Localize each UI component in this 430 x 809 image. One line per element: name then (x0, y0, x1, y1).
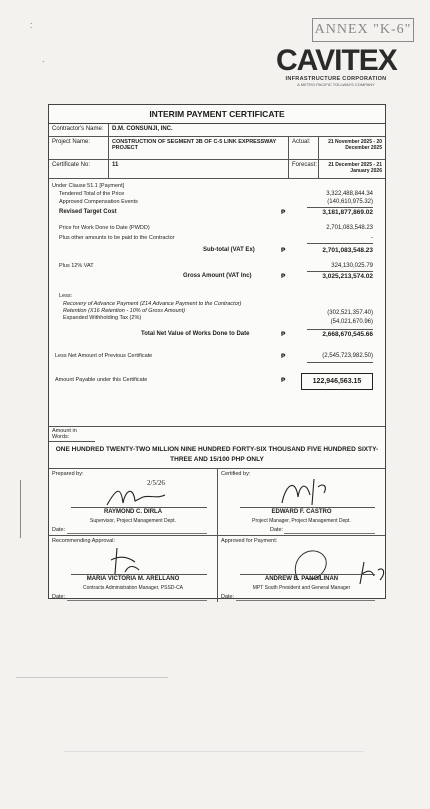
handwritten-date: 2/5/26 (147, 479, 165, 487)
ewt-amount: (54,021,670.96) (330, 319, 373, 325)
date-line (67, 533, 207, 534)
peso-sign: ₱ (281, 247, 286, 254)
signature-row-2 (49, 536, 385, 602)
subtotal-label: Sub-total (VAT Ex) (203, 247, 255, 253)
recommending-label: Recommending Approval: (52, 538, 115, 544)
annex-stamp: ANNEX "K-6" (312, 18, 414, 42)
signature-line (240, 507, 375, 508)
signature-line (71, 507, 207, 508)
prepared-name: RAYMOND C. DIRLA (103, 509, 163, 515)
actual-period: 21 November 2025 - 20 December 2025 (328, 139, 382, 151)
date-label: Date: (52, 594, 66, 600)
form-title: INTERIM PAYMENT CERTIFICATE (49, 105, 385, 124)
pwdd-label: Price for Work Done to Date (PWDD) (59, 225, 150, 231)
contractor-row (49, 124, 385, 137)
forecast-label: Forecast: (289, 160, 319, 178)
approved-name: ANDREW B. PANGILINAN (264, 576, 339, 582)
forecast-period: 21 December 2025 - 21 January 2026 (328, 162, 382, 174)
date-label: Date: (270, 527, 284, 533)
approved-ce-label: Approved Compensation Events (59, 199, 138, 205)
approved-position: MPT South President and General Manager (252, 585, 351, 591)
recommending-block (49, 536, 217, 602)
date-line (67, 600, 207, 601)
underline (307, 362, 373, 363)
certified-position: Project Manager, Project Management Dept. (252, 518, 351, 524)
logo-subtitle: INFRASTRUCTURE CORPORATION (285, 76, 387, 82)
subtotal-amount: 2,701,083,548.23 (322, 247, 373, 254)
amount-in-words: ONE HUNDRED TWENTY-TWO MILLION NINE HUNDRED FORTY-SIX THOUSAND FIVE HUNDRED SIXTY-THREE AND 15/100 PHP ONLY (49, 442, 385, 469)
signature-line (240, 574, 375, 575)
certificate-label: Certificate No: (49, 160, 109, 178)
prepared-position: Supervisor, Project Management Dept. (90, 518, 176, 524)
signature-row-1 (49, 469, 385, 536)
computation-block (49, 179, 385, 427)
underline (307, 243, 373, 244)
prepared-by-block (49, 469, 217, 535)
peso-sign: ₱ (281, 209, 286, 216)
certificate-no: 11 (109, 160, 289, 178)
footer-rule (16, 677, 168, 678)
contractor-label: Contractor's Name: (49, 124, 109, 136)
peso-sign: ₱ (281, 331, 286, 338)
signature-line (71, 574, 207, 575)
vat-amount: 324,130,025.79 (331, 263, 373, 269)
project-row (49, 137, 385, 160)
other-amount: - (371, 235, 373, 241)
recovery-label: Recovery of Advance Payment (Z14 Advance Payment to the Contractor) (63, 301, 242, 307)
date-label: Date: (52, 527, 66, 533)
previous-label: Less Net Amount of Previous Certificate (55, 353, 153, 359)
vat-label: Plus 12% VAT (59, 263, 94, 269)
tendered-amount: 3,322,488,844.34 (326, 191, 373, 197)
certified-by-block (217, 469, 385, 535)
signature-scribble (276, 475, 336, 509)
date-line (236, 600, 375, 601)
words-label: Amount in Words: (49, 427, 95, 442)
recommending-position: Contracts Administration Manager, PSSD-CA (82, 585, 184, 591)
payable-amount: 122,946,563.15 (301, 373, 373, 390)
scan-artifact (20, 480, 21, 538)
previous-amount: (2,545,723,982.50) (322, 353, 373, 359)
scan-mark: . (42, 54, 45, 64)
ewt-label: Expanded Withholding Tax (2%) (63, 315, 142, 321)
cavitex-logo (276, 46, 396, 87)
signature-scribble (278, 540, 388, 600)
logo-tagline: A METRO PACIFIC TOLLWAYS COMPANY (297, 82, 375, 87)
net-amount: 2,668,670,545.66 (322, 331, 373, 338)
date-label: Date: (221, 594, 235, 600)
approved-label: Approved for Payment: (221, 538, 278, 544)
revised-amount: 3,181,877,869.02 (322, 209, 373, 216)
certified-label: Certified by: (221, 471, 251, 477)
project-value: CONSTRUCTION OF SEGMENT 3B OF C-5 LINK EXPRESSWAY PROJECT (109, 137, 289, 159)
approved-ce-amount: (140,610,975.32) (327, 199, 373, 205)
gross-amount: 3,025,213,574.02 (322, 273, 373, 280)
scan-mark: : (30, 20, 33, 30)
retention-amount: (302,521,357.40) (327, 310, 373, 316)
actual-label: Actual: (289, 137, 319, 159)
retention-label: Retention (X16 Retention - 10% of Gross Amount) (63, 308, 186, 314)
net-label: Total Net Value of Works Done to Date (141, 331, 250, 337)
approved-block (217, 536, 385, 602)
project-label: Project Name: (49, 137, 109, 159)
peso-sign: ₱ (281, 273, 286, 280)
pwdd-amount: 2,701,083,548.23 (326, 225, 373, 231)
certificate-row (49, 160, 385, 179)
peso-sign: ₱ (281, 353, 286, 360)
revised-label: Revised Target Cost (59, 209, 117, 215)
footer-rule (64, 751, 364, 752)
gross-label: Gross Amount (VAT Inc) (183, 273, 252, 279)
contractor-value: D.M. CONSUNJI, INC. (112, 126, 173, 132)
certified-name: EDWARD F. CASTRO (271, 509, 332, 515)
payable-label: Amount Payable under this Certificate (55, 377, 148, 383)
less-label: Less: (59, 293, 73, 299)
signature-scribble (105, 544, 145, 576)
underline (307, 271, 373, 272)
clause-label: Under Clause 51.1 [Payment] (52, 183, 125, 189)
peso-sign: ₱ (281, 377, 286, 384)
date-line (284, 533, 375, 534)
logo-word: CAVITEX (276, 44, 397, 77)
other-label: Plus other amounts to be paid to the Contractor (59, 235, 175, 241)
recommending-name: MARIA VICTORIA M. ARELLANO (86, 576, 180, 582)
underline (307, 207, 373, 208)
prepared-label: Prepared by: (52, 471, 84, 477)
tendered-label: Tendered Total of the Price (59, 191, 125, 197)
interim-payment-certificate (48, 104, 386, 599)
underline (307, 329, 373, 330)
